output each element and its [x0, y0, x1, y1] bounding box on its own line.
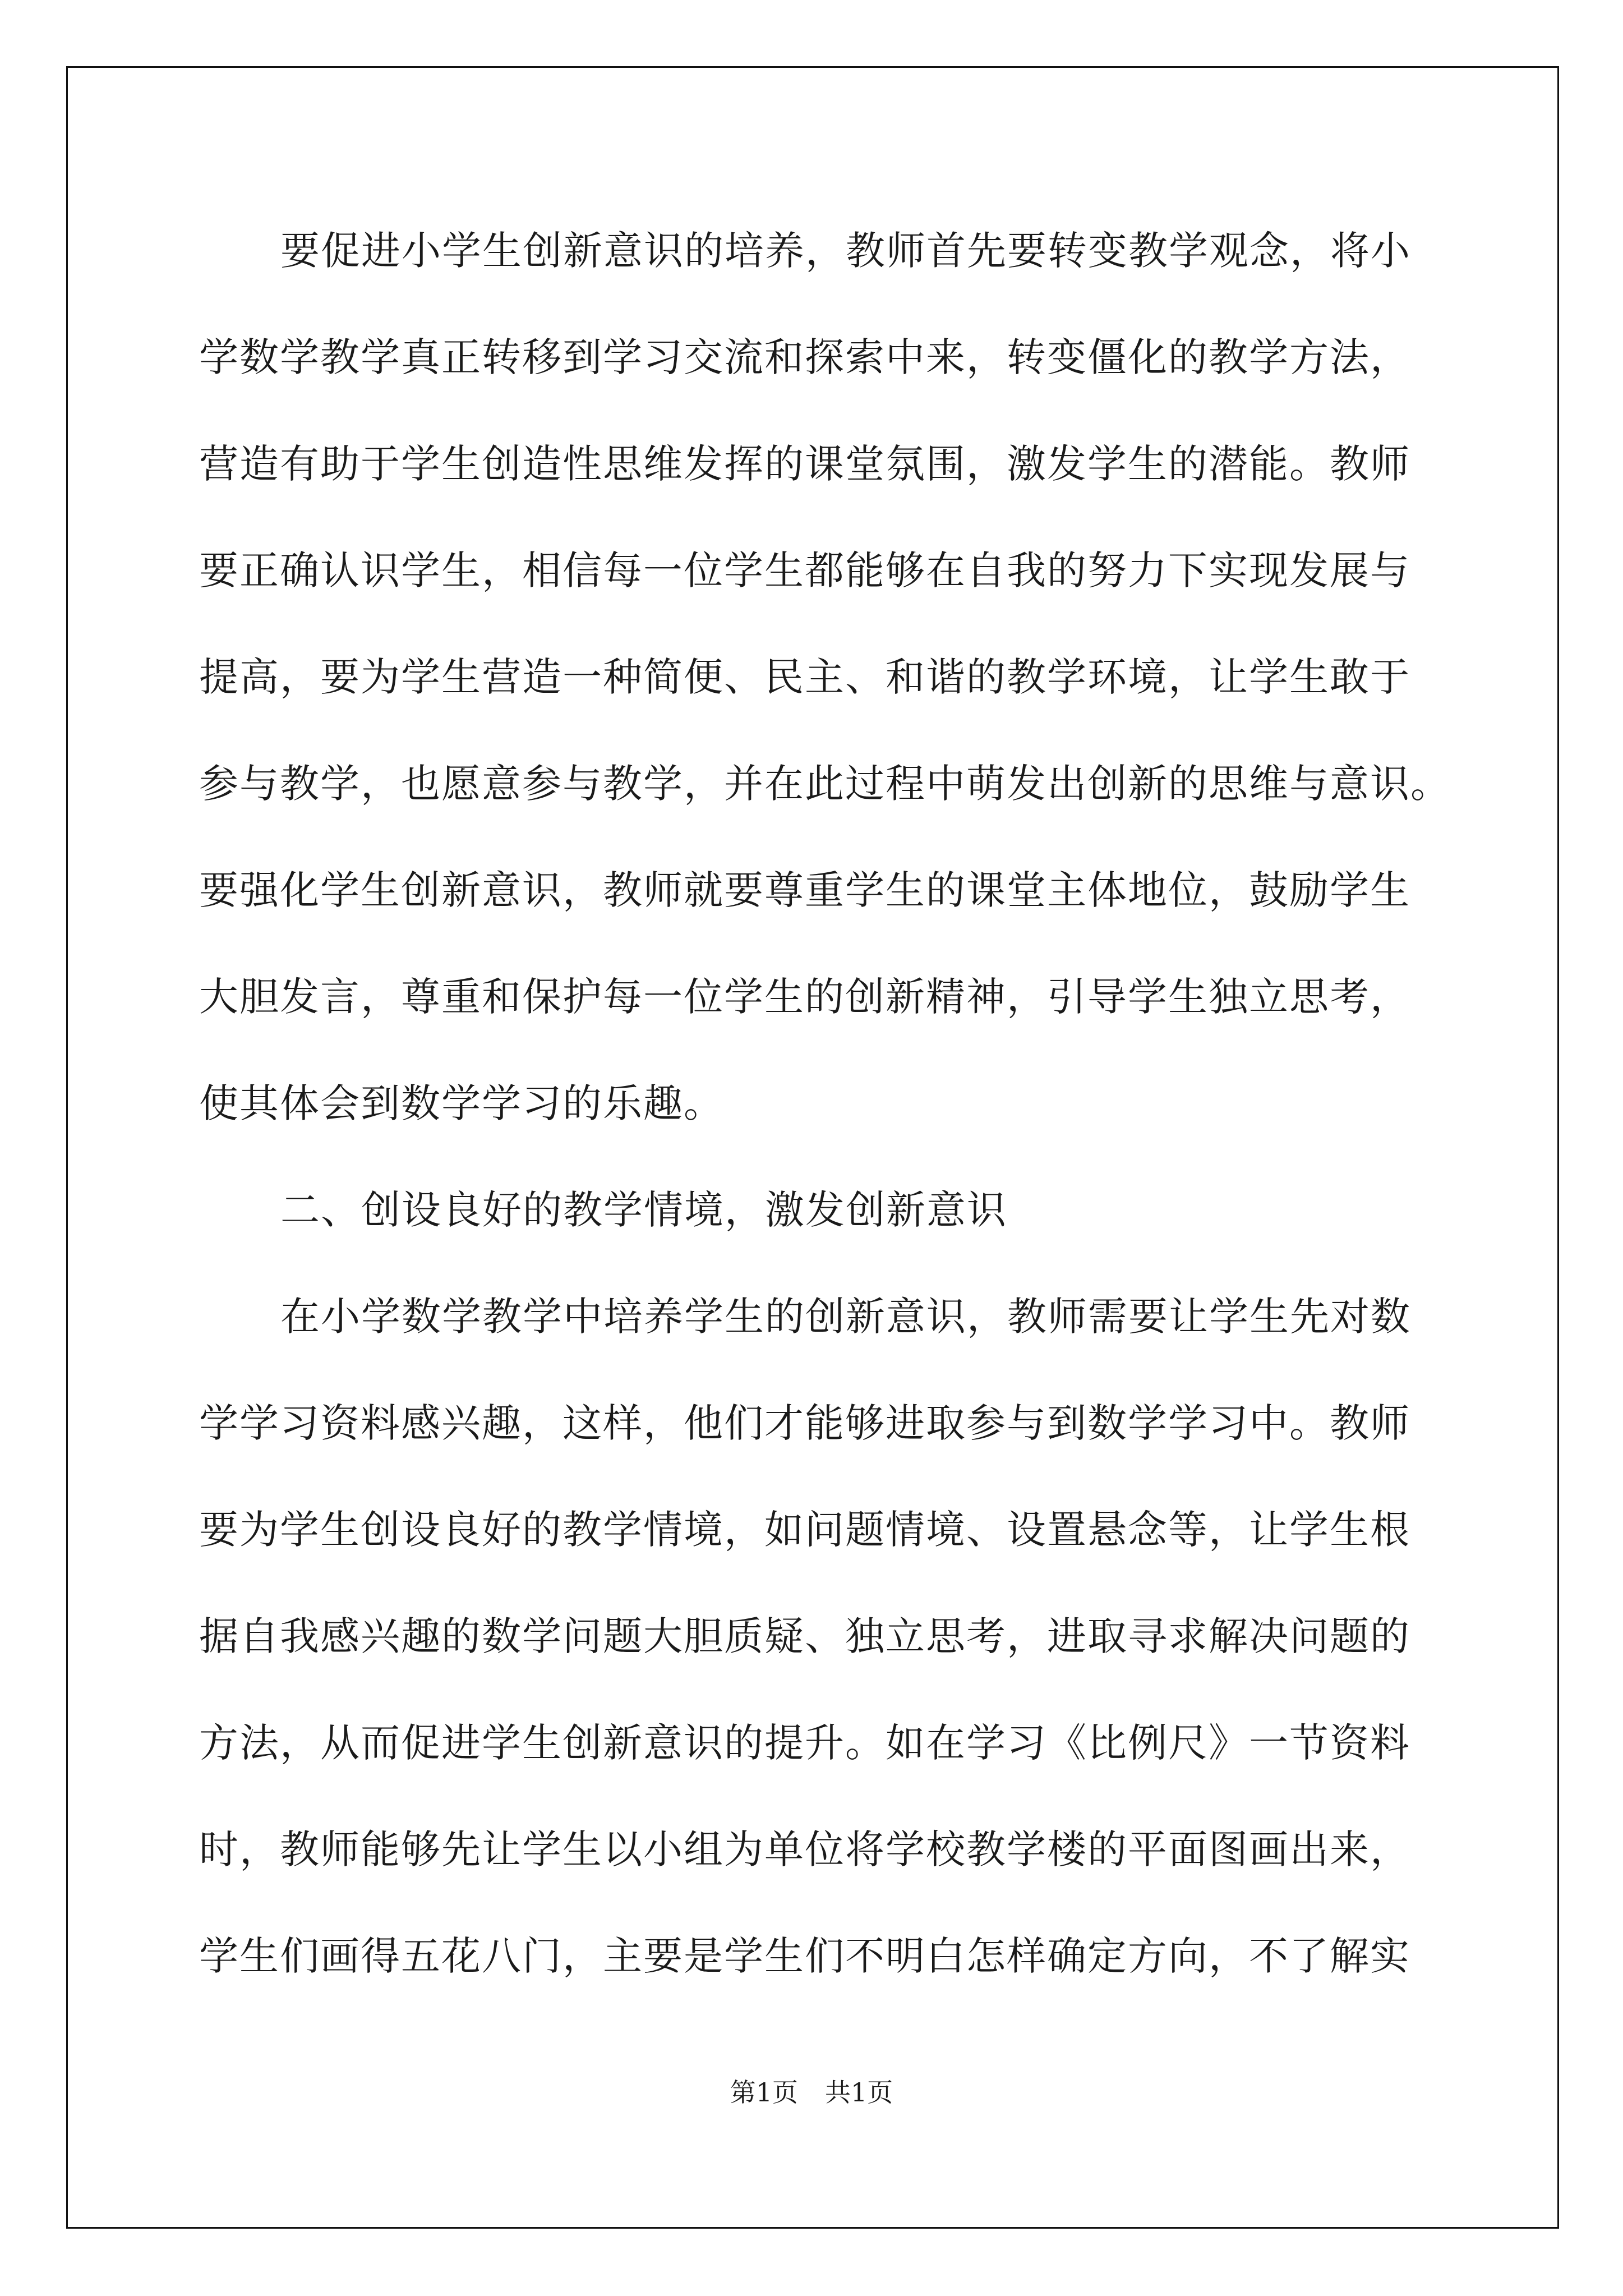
- paragraph-line: 要为学生创设良好的教学情境，如问题情境、设置悬念等，让学生根: [199, 1507, 1410, 1553]
- paragraph-line: 营造有助于学生创造性思维发挥的课堂氛围，激发学生的潜能。教师: [199, 441, 1410, 487]
- paragraph-line: 方法，从而促进学生创新意识的提升。如在学习《比例尺》一节资料: [199, 1720, 1410, 1766]
- page-footer: [0, 2076, 1623, 2109]
- paragraph-line: 要正确认识学生，相信每一位学生都能够在自我的努力下实现发展与: [199, 547, 1410, 593]
- paragraph-line: 大胆发言，尊重和保护每一位学生的创新精神，引导学生独立思考，: [199, 974, 1410, 1020]
- paragraph-line: 时，教师能够先让学生以小组为单位将学校教学楼的平面图画出来，: [199, 1826, 1410, 1872]
- paragraph-line: 提高，要为学生营造一种简便、民主、和谐的教学环境，让学生敢于: [199, 654, 1410, 700]
- paragraph-line: 要促进小学生创新意识的培养，教师首先要转变教学观念，将小: [280, 228, 1411, 274]
- paragraph-line: 参与教学，也愿意参与教学，并在此过程中萌发出创新的思维与意识。: [199, 761, 1451, 807]
- paragraph-line: 要强化学生创新意识，教师就要尊重学生的课堂主体地位，鼓励学生: [199, 867, 1410, 913]
- paragraph-line: 使其体会到数学学习的乐趣。: [199, 1080, 724, 1126]
- paragraph-line: 学数学教学真正转移到学习交流和探索中来，转变僵化的教学方法，: [199, 334, 1410, 380]
- page-total: 共1页: [825, 2077, 893, 2108]
- document-body: [199, 197, 1451, 2009]
- page-number: 第1页: [730, 2077, 798, 2108]
- section-heading: 二、创设良好的教学情境，激发创新意识: [280, 1187, 1007, 1233]
- paragraph-line: 学生们画得五花八门，主要是学生们不明白怎样确定方向，不了解实: [199, 1933, 1410, 1979]
- paragraph-line: 在小学数学教学中培养学生的创新意识，教师需要让学生先对数: [280, 1294, 1411, 1340]
- paragraph-line: 学学习资料感兴趣，这样，他们才能够进取参与到数学学习中。教师: [199, 1400, 1410, 1446]
- paragraph-line: 据自我感兴趣的数学问题大胆质疑、独立思考，进取寻求解决问题的: [199, 1613, 1410, 1659]
